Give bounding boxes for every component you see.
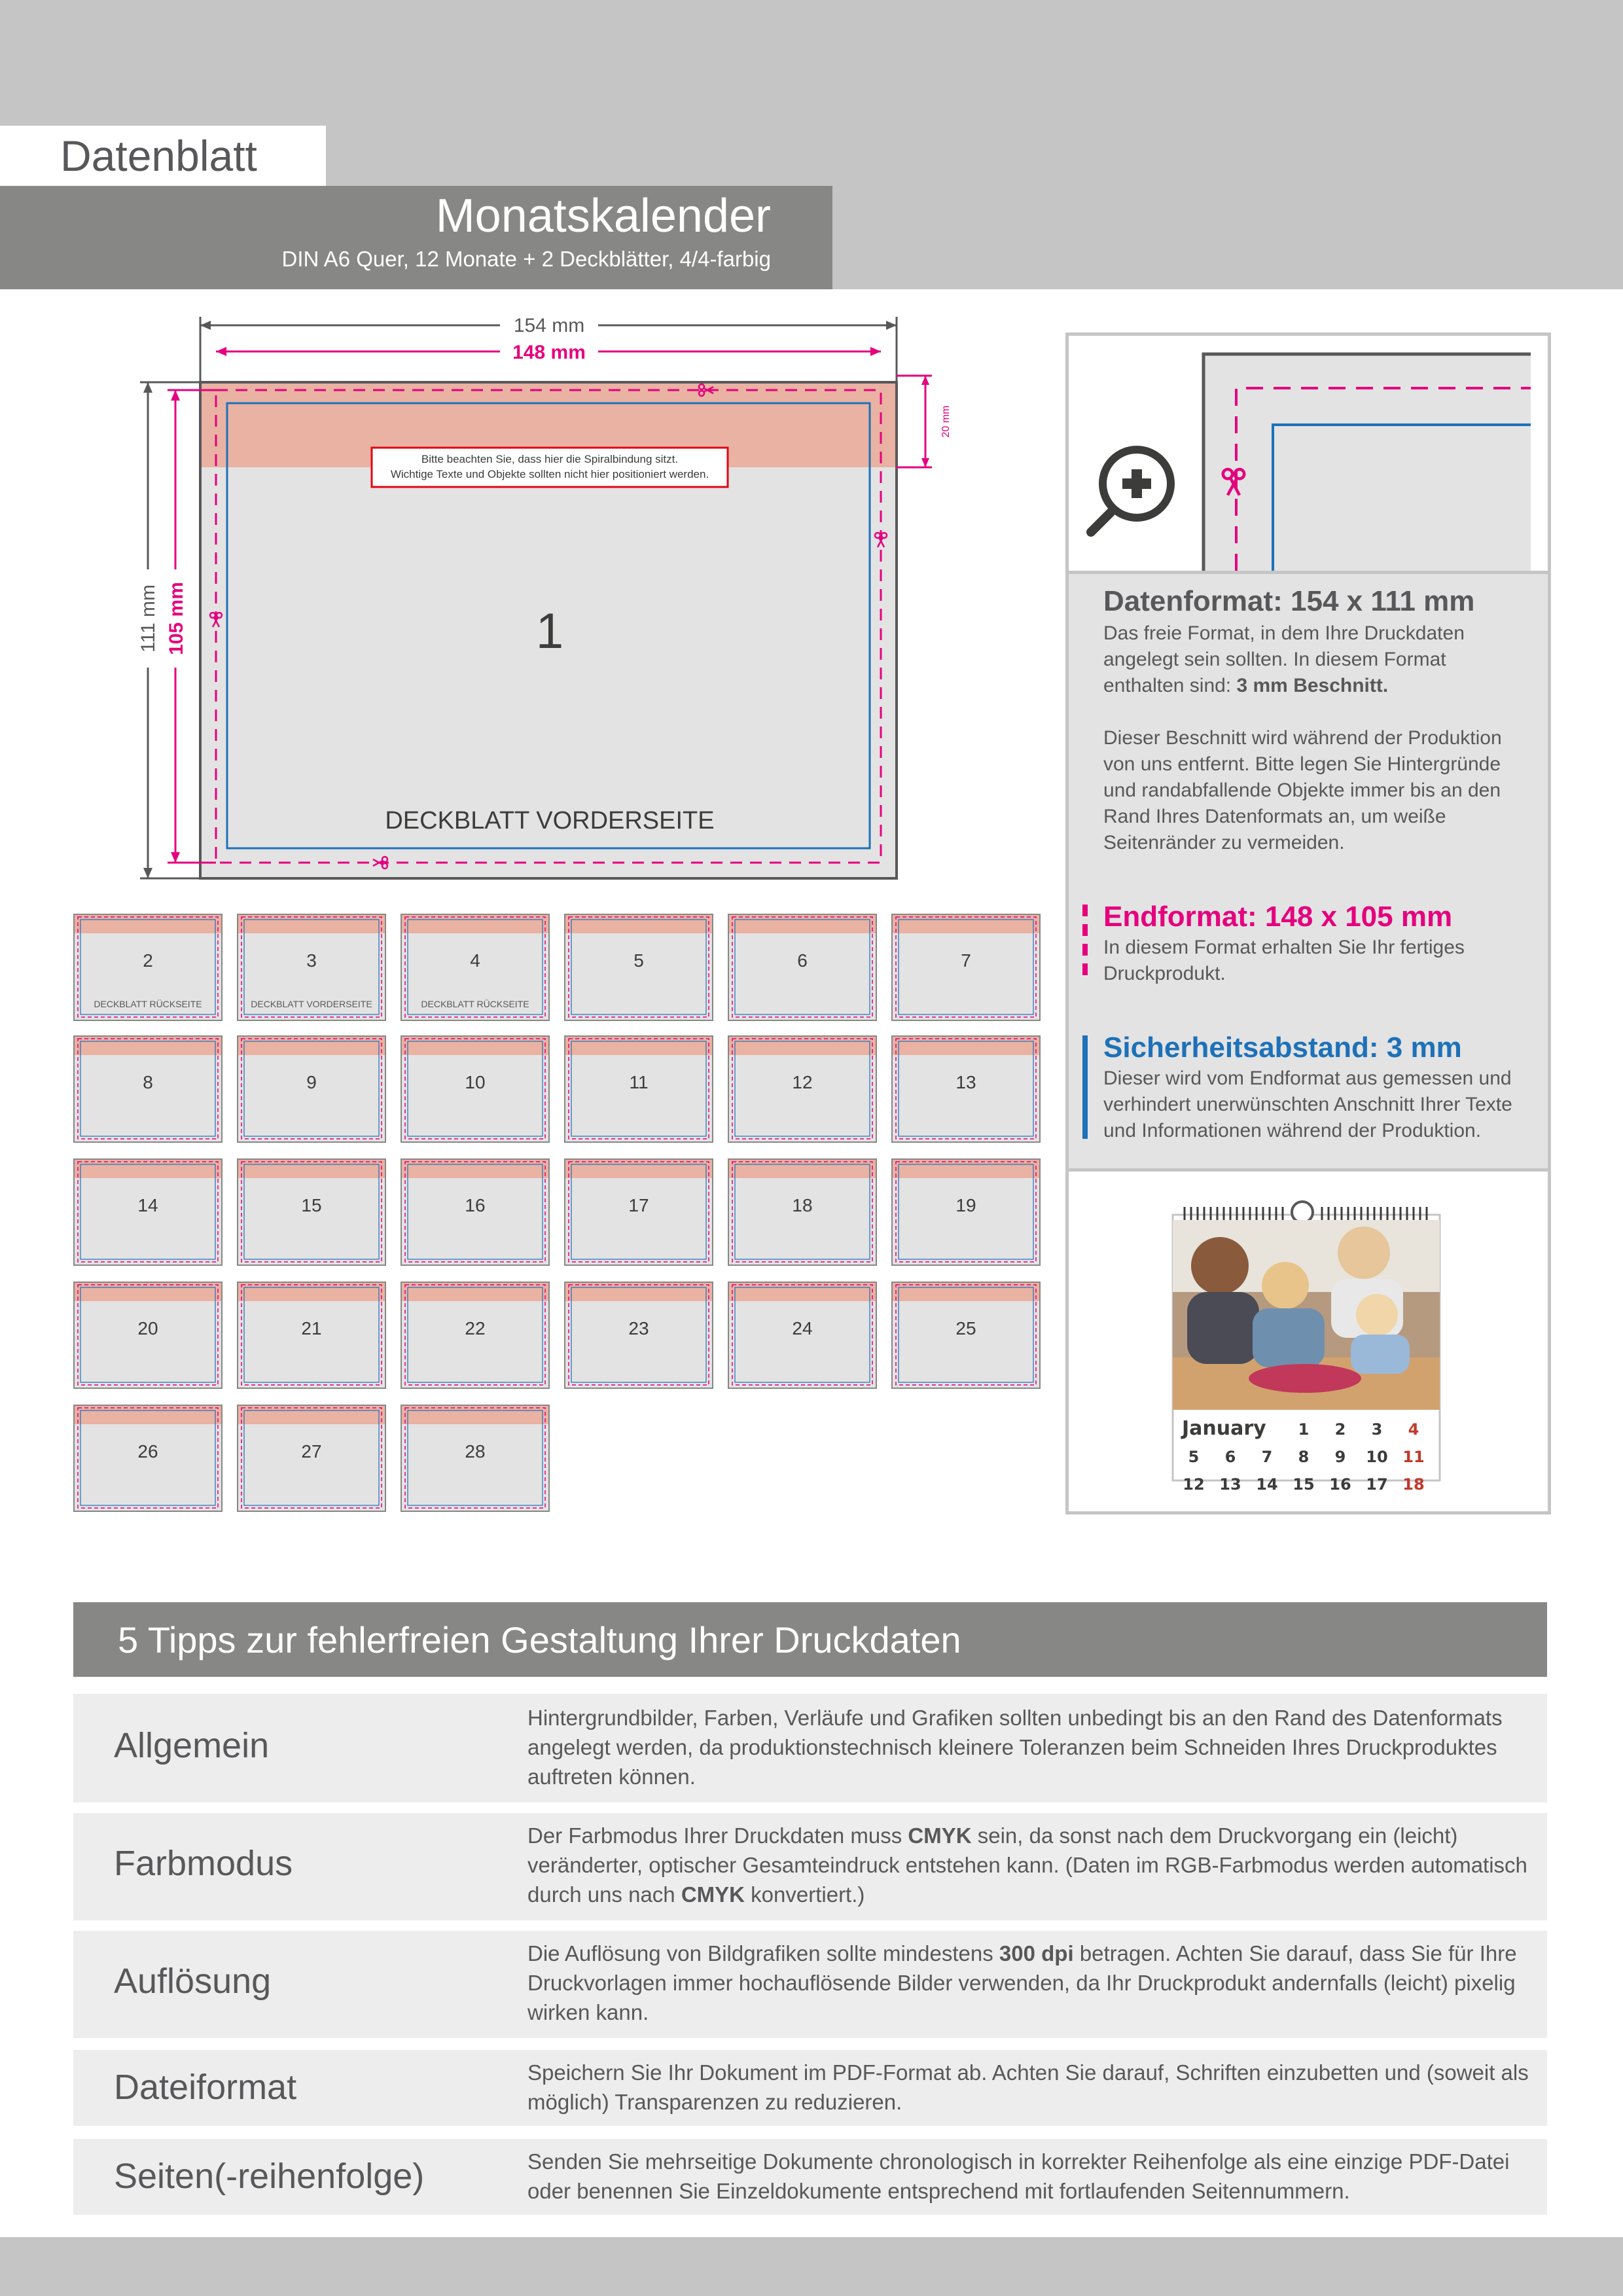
- page-thumbnail: [73, 1158, 223, 1266]
- thumbnail-number: 5: [633, 950, 644, 971]
- calendar-day: 14: [1256, 1475, 1278, 1494]
- page-thumbnail: [564, 1158, 713, 1266]
- endformat-title: Endformat: 148 x 105 mm: [1103, 901, 1453, 933]
- width-data-label: 154 mm: [513, 315, 585, 336]
- page-thumbnail: [401, 914, 550, 1021]
- page-thumbnail: [237, 914, 386, 1021]
- thumbnail-number: 6: [797, 950, 808, 971]
- thumbnail-number: 4: [470, 950, 480, 971]
- thumbnail-number: 3: [306, 950, 317, 971]
- page-thumbnail: [73, 1035, 223, 1143]
- page-thumbnail: [237, 1158, 386, 1266]
- thumbnail-number: 18: [792, 1195, 813, 1215]
- datenformat-text-2: Dieser Beschnitt wird während der Produktion von uns entfernt. Bitte legen Sie Hintergründe und randabfallende Objekte immer bis an den Rand Ihres Datenformats an, um weiße Seitenränder zu vermeiden.: [1103, 727, 1502, 853]
- page-thumbnail: [564, 1282, 713, 1389]
- calendar-day: 5: [1188, 1448, 1200, 1466]
- page-thumbnail: [564, 914, 713, 1021]
- page-number: 1: [535, 603, 564, 659]
- page-thumbnail: [401, 1405, 550, 1512]
- tip-text-seiten: Senden Sie mehrseitige Dokumente chronologisch in korrekter Reihenfolge als eine einzige PDF-Datei oder benennen Sie Einzeldokumente entsprechend mit fortlaufenden Seitennummern.: [527, 2149, 1510, 2203]
- page-title: Monatskalender: [435, 190, 771, 242]
- page-thumbnail: [891, 914, 1041, 1021]
- zoom-in-icon: [1091, 450, 1171, 532]
- calendar-day: 17: [1366, 1475, 1388, 1494]
- thumbnail-number: 13: [955, 1072, 976, 1092]
- calendar-day: 9: [1334, 1448, 1346, 1466]
- height-final-label: 105 mm: [166, 582, 187, 655]
- tip-row-farbmodus: [73, 1813, 1547, 1920]
- calendar-day: 6: [1224, 1448, 1236, 1466]
- thumbnail-number: 19: [955, 1195, 976, 1215]
- page-thumbnail: [237, 1035, 386, 1143]
- tip-text-farbmodus: Der Farbmodus Ihrer Druckdaten muss CMYK sein, da sonst nach dem Druckvorgang ein (leicht) veränderter, optischer Gesamteindruck entstehen kann. (Daten im RGB-Farbmodus werden automatisch durch uns nach CMYK konvertiert.): [527, 1823, 1527, 1907]
- tips-title: 5 Tipps zur fehlerfreien Gestaltung Ihrer Druckdaten: [118, 1619, 961, 1660]
- thumbnail-number: 27: [301, 1441, 322, 1462]
- calendar-day: 1: [1298, 1420, 1310, 1439]
- thumbnail-caption: DECKBLATT VORDERSEITE: [251, 999, 372, 1009]
- thumbnail-number: 22: [465, 1318, 486, 1338]
- calendar-day: 8: [1298, 1448, 1310, 1466]
- calendar-day: 12: [1183, 1475, 1205, 1494]
- zoom-detail: [1069, 336, 1548, 571]
- calendar-day: 3: [1371, 1420, 1383, 1439]
- tip-row-allgemein: [73, 1694, 1547, 1803]
- tip-label-aufloesung: Auflösung: [114, 1962, 272, 2001]
- thumbnail-number: 9: [306, 1072, 317, 1092]
- calendar-day: 13: [1219, 1475, 1241, 1494]
- calendar-preview: [1168, 1200, 1442, 1494]
- thumbnail-number: 14: [137, 1195, 158, 1215]
- footer-band: [0, 2237, 1623, 2296]
- thumbnail-number: 15: [301, 1195, 322, 1215]
- thumbnail-number: 24: [792, 1318, 813, 1338]
- thumbnail-number: 28: [465, 1441, 486, 1462]
- tip-label-dateiformat: Dateiformat: [114, 2068, 297, 2107]
- thumbnail-number: 23: [628, 1318, 649, 1338]
- thumbnail-number: 11: [629, 1072, 649, 1092]
- thumbnail-number: 25: [955, 1318, 976, 1338]
- endformat-marker: [1082, 905, 1088, 983]
- spiral-notice-line2: Wichtige Texte und Objekte sollten nicht hier positioniert werden.: [390, 468, 709, 480]
- doc-label: Datenblatt: [60, 132, 257, 180]
- page-thumbnail: [401, 1158, 550, 1266]
- calendar-day: 4: [1408, 1420, 1419, 1439]
- page-thumbnail: [891, 1158, 1041, 1266]
- tip-row-seiten: [73, 2139, 1547, 2215]
- thumbnail-number: 17: [628, 1195, 649, 1215]
- thumbnail-number: 26: [137, 1441, 158, 1462]
- calendar-day: 18: [1402, 1475, 1425, 1494]
- thumbnail-number: 20: [137, 1318, 158, 1338]
- page-thumbnail: [728, 1035, 877, 1143]
- sicherheit-text: Dieser wird vom Endformat aus gemessen und verhindert unerwünschten Anschnitt Ihrer Texte und Informationen während der Produktion.: [1103, 1067, 1512, 1141]
- tip-row-dateiformat: [73, 2050, 1547, 2126]
- thumbnail-caption: DECKBLATT RÜCKSEITE: [421, 999, 529, 1009]
- tip-text-dateiformat: Speichern Sie Ihr Dokument im PDF-Format ab. Achten Sie darauf, Schriften einzubetten und (soweit als möglich) Transparenzen zu reduzieren.: [527, 2060, 1529, 2114]
- sicherheit-marker: [1082, 1035, 1088, 1139]
- page-thumbnail: [237, 1282, 386, 1389]
- page-thumbnail: [401, 1035, 550, 1143]
- page-thumbnail: [891, 1282, 1041, 1389]
- page-subtitle: DIN A6 Quer, 12 Monate + 2 Deckblätter, 4/4-farbig: [281, 247, 771, 271]
- page-thumbnail: [73, 1282, 223, 1389]
- height-data-label: 111 mm: [137, 584, 159, 653]
- calendar-day: 11: [1402, 1448, 1425, 1466]
- sicherheit-title: Sicherheitsabstand: 3 mm: [1103, 1031, 1462, 1064]
- page-thumbnail: [891, 1035, 1041, 1143]
- page-thumbnail: [728, 1282, 877, 1389]
- datenformat-title: Datenformat: 154 x 111 mm: [1103, 585, 1475, 617]
- format-diagram: [118, 308, 1021, 897]
- page-thumbnail: [401, 1282, 550, 1389]
- tip-text-allgemein: Hintergrundbilder, Farben, Verläufe und Grafiken sollten unbedingt bis an den Rand des Datenformats angelegt werden, da produktionstechnisch kleinere Toleranzen beim Schneiden Ihres Druckproduktes auftreten können.: [527, 1706, 1503, 1789]
- thumbnail-number: 10: [465, 1072, 486, 1092]
- page-thumbnail: [73, 914, 223, 1021]
- width-final-label: 148 mm: [512, 342, 586, 363]
- thumbnail-number: 12: [792, 1072, 813, 1092]
- page-thumbnail: [728, 914, 877, 1021]
- page-thumbnail: [728, 1158, 877, 1266]
- tip-row-aufloesung: [73, 1931, 1547, 2038]
- page-thumbnail: [237, 1405, 386, 1512]
- datenformat-text: Das freie Format, in dem Ihre Druckdaten angelegt sein sollten. In diesem Format enthalten sind: 3 mm Beschnitt.: [1103, 622, 1465, 696]
- thumbnail-caption: DECKBLATT RÜCKSEITE: [94, 999, 202, 1009]
- tip-text-aufloesung: Die Auflösung von Bildgrafiken sollte mindestens 300 dpi betragen. Achten Sie darauf, dass Sie für Ihre Druckvorlagen immer hochauflösende Bilder verwenden, da Ihr Druckprodukt andernfalls (leicht) pixelig wirken kann.: [527, 1941, 1517, 2024]
- endformat-text: In diesem Format erhalten Sie Ihr fertiges Druckprodukt.: [1103, 937, 1465, 984]
- spiral-notice-line1: Bitte beachten Sie, dass hier die Spiralbindung sitzt.: [421, 453, 679, 465]
- page-caption: DECKBLATT VORDERSEITE: [385, 807, 715, 834]
- thumbnail-number: 8: [143, 1072, 153, 1092]
- calendar-day: 15: [1293, 1475, 1315, 1494]
- hanger-icon: [1292, 1202, 1313, 1223]
- thumbnail-number: 7: [961, 950, 971, 971]
- calendar-month: January: [1182, 1417, 1266, 1440]
- spiral-zone-label: 20 mm: [940, 405, 952, 438]
- tip-label-seiten: Seiten(-reihenfolge): [114, 2157, 425, 2196]
- thumbnail-number: 21: [301, 1318, 322, 1338]
- calendar-day: 10: [1366, 1448, 1388, 1466]
- tip-label-allgemein: Allgemein: [114, 1726, 270, 1765]
- page-thumbnail: [564, 1035, 713, 1143]
- thumbnail-number: 2: [143, 950, 153, 971]
- thumbnail-number: 16: [465, 1195, 486, 1215]
- page-thumbnail: [73, 1405, 223, 1512]
- calendar-day: 2: [1334, 1420, 1346, 1439]
- tip-label-farbmodus: Farbmodus: [114, 1844, 293, 1883]
- calendar-day: 16: [1329, 1475, 1351, 1494]
- calendar-day: 7: [1261, 1448, 1273, 1466]
